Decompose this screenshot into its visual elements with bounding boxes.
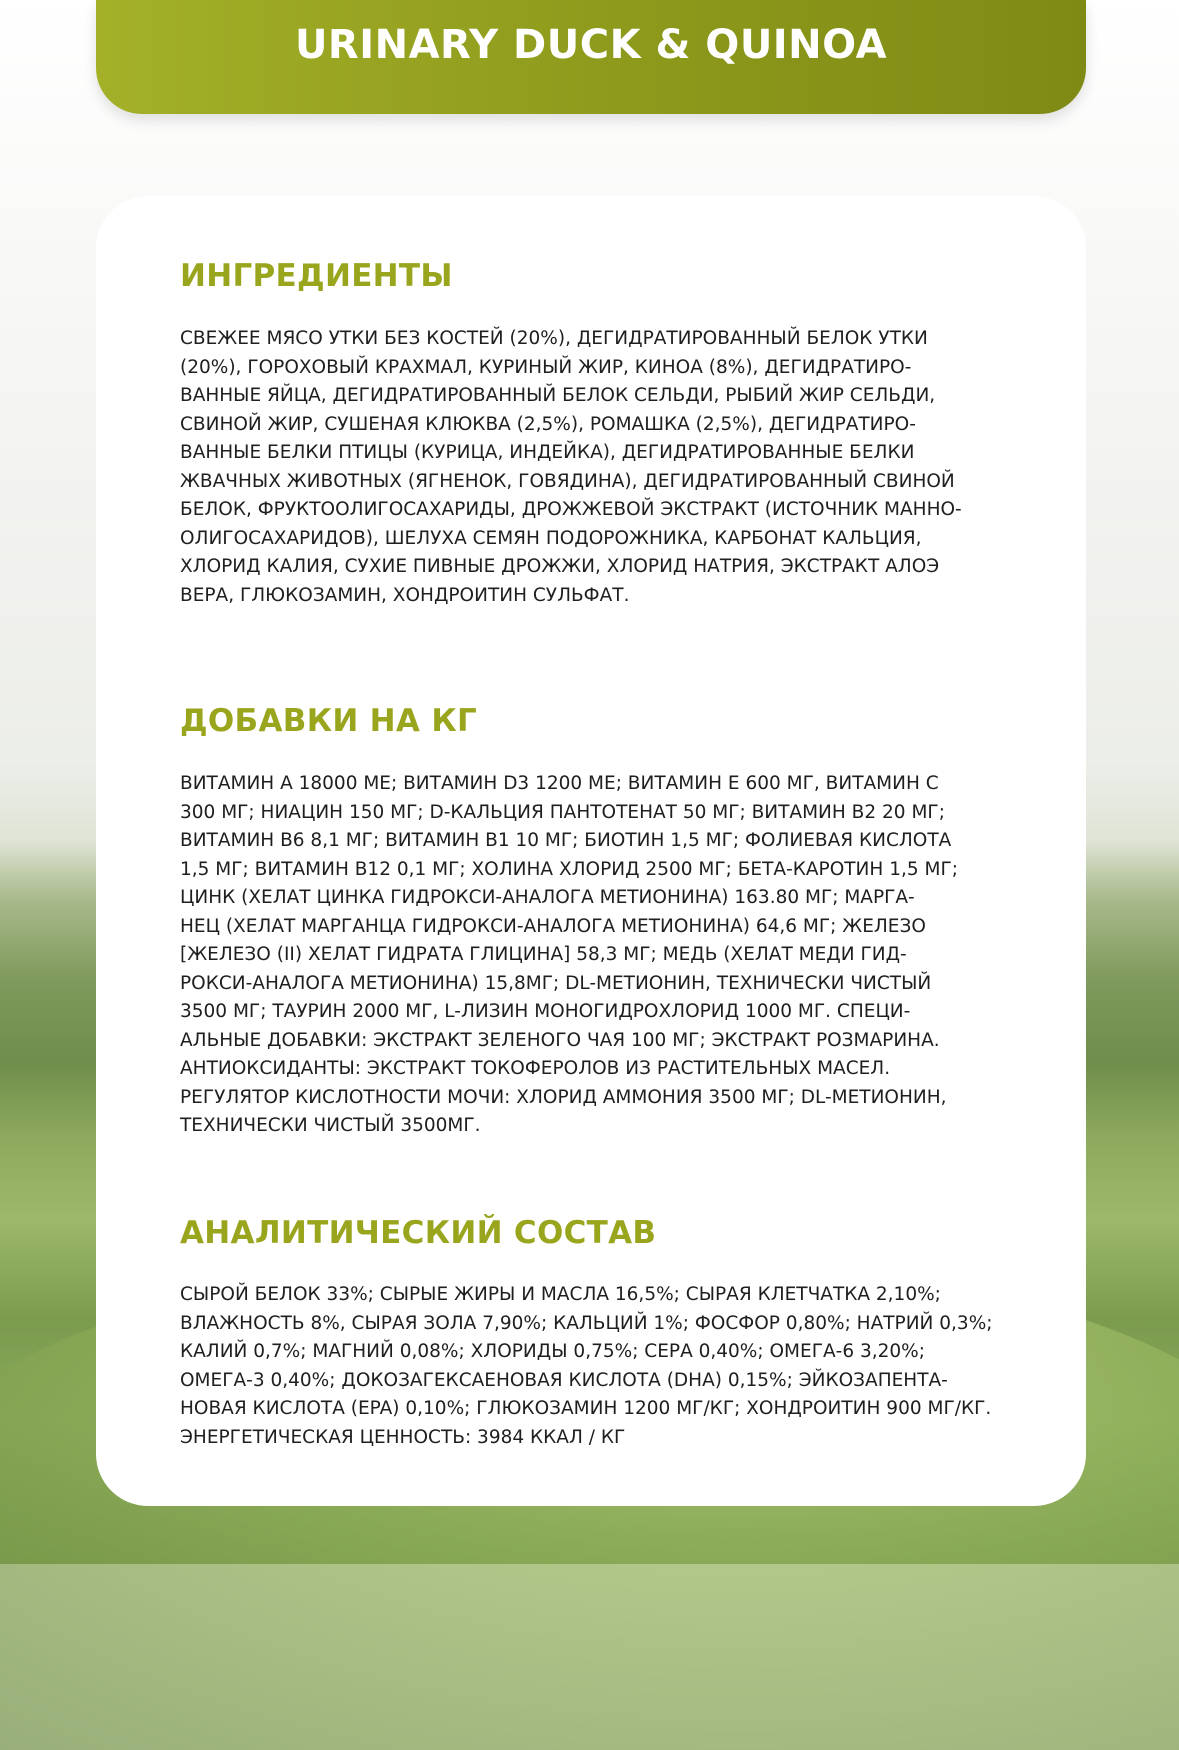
ingredients-line: ВАННЫЕ БЕЛКИ ПТИЦЫ (КУРИЦА, ИНДЕЙКА), ДЕГИДРАТИРОВАННЫЕ БЕЛКИ	[180, 442, 915, 463]
additives-text	[180, 770, 1040, 1141]
additives-line: НЕЦ (ХЕЛАТ МАРГАНЦА ГИДРОКСИ-АНАЛОГА МЕТИОНИНА) 64,6 МГ; ЖЕЛЕЗО	[180, 915, 926, 937]
additives-line: 3500 МГ; ТАУРИН 2000 МГ, L-ЛИЗИН МОНОГИДРОХЛОРИД 1000 МГ. СПЕЦИ-	[180, 1001, 911, 1022]
analysis-text	[180, 1281, 1040, 1452]
additives-heading: ДОБАВКИ НА КГ	[180, 703, 478, 739]
analysis-line: СЫРОЙ БЕЛОК 33%; СЫРЫЕ ЖИРЫ И МАСЛА 16,5%; СЫРАЯ КЛЕТЧАТКА 2,10%;	[180, 1284, 941, 1305]
ingredients-line: ХЛОРИД КАЛИЯ, СУХИЕ ПИВНЫЕ ДРОЖЖИ, ХЛОРИД НАТРИЯ, ЭКСТРАКТ АЛОЭ	[180, 556, 940, 577]
additives-line: 1,5 МГ; ВИТАМИН В12 0,1 МГ; ХОЛИНА ХЛОРИД 2500 МГ; БЕТА-КАРОТИН 1,5 МГ;	[180, 858, 958, 880]
analysis-line: ОМЕГА-3 0,40%; ДОКОЗАГЕКСАЕНОВАЯ КИСЛОТА (DHA) 0,15%; ЭЙКОЗАПЕНТА-	[180, 1369, 948, 1391]
ingredients-text	[180, 325, 1040, 610]
ingredients-line: СВИНОЙ ЖИР, СУШЕНАЯ КЛЮКВА (2,5%), РОМАШКА (2,5%), ДЕГИДРАТИРО-	[180, 413, 916, 435]
additives-line: ВИТАМИН В6 8,1 МГ; ВИТАМИН В1 10 МГ; БИОТИН 1,5 МГ; ФОЛИЕВАЯ КИСЛОТА	[180, 830, 952, 851]
product-title: URINARY DUCK & QUINOA	[294, 22, 888, 68]
analysis-line: ВЛАЖНОСТЬ 8%, СЫРАЯ ЗОЛА 7,90%; КАЛЬЦИЙ 1%; ФОСФОР 0,80%; НАТРИЙ 0,3%;	[180, 1312, 993, 1334]
additives-line: АНТИОКСИДАНТЫ: ЭКСТРАКТ ТОКОФЕРОЛОВ ИЗ РАСТИТЕЛЬНЫХ МАСЕЛ.	[180, 1058, 891, 1079]
ingredients-line: (20%), ГОРОХОВЫЙ КРАХМАЛ, КУРИНЫЙ ЖИР, КИНОА (8%), ДЕГИДРАТИРО-	[180, 356, 912, 378]
additives-line: ВИТАМИН А 18000 МЕ; ВИТАМИН D3 1200 МЕ; ВИТАМИН Е 600 МГ, ВИТАМИН С	[180, 773, 939, 794]
analysis-heading: АНАЛИТИЧЕСКИЙ СОСТАВ	[180, 1215, 657, 1251]
additives-line: АЛЬНЫЕ ДОБАВКИ: ЭКСТРАКТ ЗЕЛЕНОГО ЧАЯ 100 МГ; ЭКСТРАКТ РОЗМАРИНА.	[180, 1029, 940, 1051]
ingredients-line: ВАННЫЕ ЯЙЦА, ДЕГИДРАТИРОВАННЫЙ БЕЛОК СЕЛЬДИ, РЫБИЙ ЖИР СЕЛЬДИ,	[180, 385, 936, 406]
ingredients-heading: ИНГРЕДИЕНТЫ	[180, 258, 453, 294]
ingredients-line: БЕЛОК, ФРУКТООЛИГОСАХАРИДЫ, ДРОЖЖЕВОЙ ЭКСТРАКТ (ИСТОЧНИК МАННО-	[180, 499, 962, 520]
ingredients-line: ОЛИГОСАХАРИДОВ), ШЕЛУХА СЕМЯН ПОДОРОЖНИКА, КАРБОНАТ КАЛЬЦИЯ,	[180, 527, 922, 549]
analysis-line: КАЛИЙ 0,7%; МАГНИЙ 0,08%; ХЛОРИДЫ 0,75%; СЕРА 0,40%; ОМЕГА-6 3,20%;	[180, 1341, 925, 1362]
analysis-line: ЭНЕРГЕТИЧЕСКАЯ ЦЕННОСТЬ: 3984 ККАЛ / КГ	[180, 1426, 626, 1448]
additives-line: РОКСИ-АНАЛОГА МЕТИОНИНА) 15,8МГ; DL-МЕТИОНИН, ТЕХНИЧЕСКИ ЧИСТЫЙ	[180, 972, 932, 994]
ingredients-line: СВЕЖЕЕ МЯСО УТКИ БЕЗ КОСТЕЙ (20%), ДЕГИДРАТИРОВАННЫЙ БЕЛОК УТКИ	[180, 328, 928, 349]
additives-line: 300 МГ; НИАЦИН 150 МГ; D-КАЛЬЦИЯ ПАНТОТЕНАТ 50 МГ; ВИТАМИН В2 20 МГ;	[180, 801, 945, 823]
additives-line: РЕГУЛЯТОР КИСЛОТНОСТИ МОЧИ: ХЛОРИД АММОНИЯ 3500 МГ; DL-МЕТИОНИН,	[180, 1086, 947, 1108]
additives-line: ЦИНК (ХЕЛАТ ЦИНКА ГИДРОКСИ-АНАЛОГА МЕТИОНИНА) 163.80 МГ; МАРГА-	[180, 887, 915, 908]
ingredients-line: ВЕРА, ГЛЮКОЗАМИН, ХОНДРОИТИН СУЛЬФАТ.	[180, 584, 630, 606]
analysis-line: НОВАЯ КИСЛОТА (EPA) 0,10%; ГЛЮКОЗАМИН 1200 МГ/КГ; ХОНДРОИТИН 900 МГ/КГ.	[180, 1398, 992, 1419]
additives-line: [ЖЕЛЕЗО (II) ХЕЛАТ ГИДРАТА ГЛИЦИНА] 58,3 МГ; МЕДЬ (ХЕЛАТ МЕДИ ГИД-	[180, 944, 907, 965]
ingredients-line: ЖВАЧНЫХ ЖИВОТНЫХ (ЯГНЕНОК, ГОВЯДИНА), ДЕГИДРАТИРОВАННЫЙ СВИНОЙ	[180, 470, 955, 492]
additives-line: ТЕХНИЧЕСКИ ЧИСТЫЙ 3500МГ.	[180, 1115, 481, 1136]
